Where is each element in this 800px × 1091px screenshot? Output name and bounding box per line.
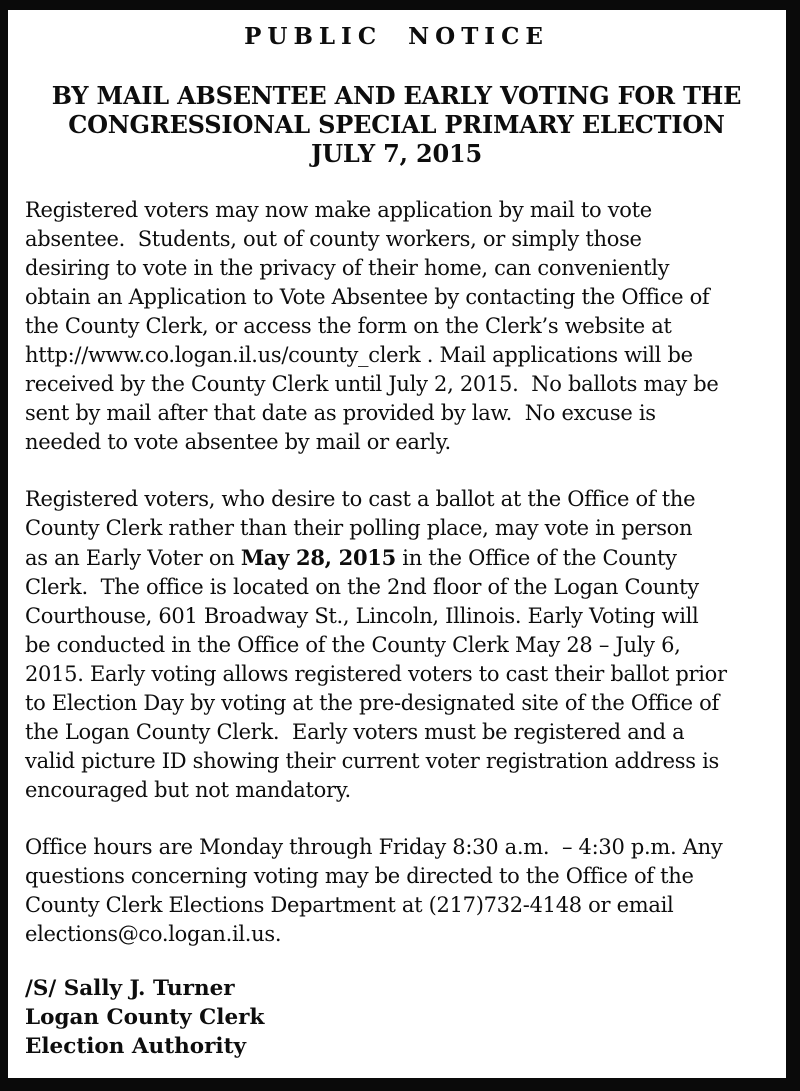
text-line: County Clerk rather than their polling place, may vote in person [25, 516, 693, 540]
text-line: the Logan County Clerk. Early voters must be registered and a [25, 720, 685, 744]
text-line: elections@co.logan.il.us. [25, 922, 282, 946]
heading-line-3: JULY 7, 2015 [311, 139, 482, 168]
text-line: to Election Day by voting at the pre-designated site of the Office of [25, 691, 719, 715]
signatory-authority: Election Authority [25, 1034, 247, 1059]
election-heading [25, 81, 768, 168]
text-line: the County Clerk, or access the form on the Clerk’s website at [25, 314, 672, 338]
text-line: Courthouse, 601 Broadway St., Lincoln, Illinois. Early Voting will [25, 604, 699, 628]
heading-line-1: BY MAIL ABSENTEE AND EARLY VOTING FOR THE [51, 81, 742, 110]
notice-content [8, 10, 786, 1061]
signatory-name: /S/ Sally J. Turner [25, 976, 235, 1001]
text-line: Registered voters, who desire to cast a ballot at the Office of the [25, 487, 696, 511]
paragraph-office-hours [25, 833, 768, 949]
heading-line-2: CONGRESSIONAL SPECIAL PRIMARY ELECTION [68, 110, 725, 139]
text-line: needed to vote absentee by mail or early. [25, 430, 451, 454]
paragraph-absentee-voting [25, 196, 768, 457]
text-line: be conducted in the Office of the County Clerk May 28 – July 6, [25, 633, 681, 657]
signature-block [25, 974, 768, 1061]
signatory-office: Logan County Clerk [25, 1005, 265, 1030]
paragraph-early-voting [25, 485, 768, 805]
text-line: questions concerning voting may be directed to the Office of the [25, 864, 694, 888]
text-line: 2015. Early voting allows registered voters to cast their ballot prior [25, 662, 727, 686]
text-line: obtain an Application to Vote Absentee by contacting the Office of [25, 285, 710, 309]
text-line: valid picture ID showing their current voter registration address is [25, 749, 719, 773]
text-line: as an Early Voter on May 28, 2015 in the Office of the County [25, 545, 677, 570]
text-line: County Clerk Elections Department at (217)732-4148 or email [25, 893, 674, 917]
text-line: Office hours are Monday through Friday 8:30 a.m. – 4:30 p.m. Any [25, 835, 723, 859]
text-line: http://www.co.logan.il.us/county_clerk . Mail applications will be [25, 343, 693, 367]
text-line: encouraged but not mandatory. [25, 778, 351, 802]
text-line: sent by mail after that date as provided by law. No excuse is [25, 401, 656, 425]
text-line: Clerk. The office is located on the 2nd floor of the Logan County [25, 575, 699, 599]
notice-sheet [8, 10, 786, 1078]
text-line: desiring to vote in the privacy of their home, can conveniently [25, 256, 670, 280]
text-line: received by the County Clerk until July 2, 2015. No ballots may be [25, 372, 719, 396]
text-line: absentee. Students, out of county workers, or simply those [25, 227, 642, 251]
public-notice-title: PUBLIC NOTICE [244, 23, 549, 50]
text-line: Registered voters may now make application by mail to vote [25, 198, 652, 222]
